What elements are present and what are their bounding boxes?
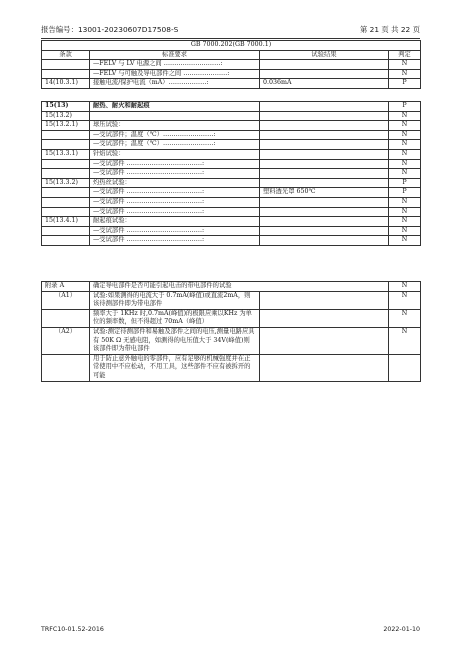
- requirement-cell: 试验:如果测得的电流大于 0.7mA(峰值)或直流2mA，则该待测部件即为带电部件: [90, 291, 260, 309]
- page-header: [41, 24, 420, 36]
- verdict-cell: N: [389, 159, 421, 169]
- clause-cell: [42, 159, 90, 169]
- requirement-cell: 试验:测定待测部件和易触及部件之间的电压,测量电路应具有 50K Ω 无感电阻，如测得的电压值大于 34V(峰值)则该部件即为带电部件: [90, 327, 260, 354]
- verdict-cell: N: [389, 226, 421, 236]
- result-cell: [260, 291, 389, 309]
- verdict-cell: N: [389, 291, 421, 309]
- result-cell: [260, 101, 389, 111]
- table-row: [42, 60, 421, 70]
- verdict-cell: N: [389, 60, 421, 70]
- clause-cell: [42, 309, 90, 327]
- requirement-cell: —受试部件 ………………………………:: [90, 188, 260, 198]
- table-row: [42, 69, 421, 79]
- table-row: [42, 354, 421, 381]
- verdict-cell: N: [389, 236, 421, 246]
- table-row: [42, 207, 421, 217]
- clause-cell: [42, 69, 90, 79]
- table-row: [42, 188, 421, 198]
- clause-cell: 15(13.4.1): [42, 217, 90, 227]
- table-row: [42, 309, 421, 327]
- table-row: [42, 159, 421, 169]
- clause-cell: 15(13.2.1): [42, 121, 90, 131]
- page-number: 第 21 页 共 22 页: [359, 25, 420, 34]
- verdict-cell: [389, 354, 421, 381]
- report-number: 报告编号：13001-20230607D17508-S: [41, 25, 179, 34]
- clause-cell: [42, 60, 90, 70]
- result-cell: 塑料透光罩 650℃: [260, 188, 389, 198]
- col-header-verdict: 判定: [389, 50, 421, 60]
- table-row: [42, 226, 421, 236]
- verdict-cell: N: [389, 111, 421, 121]
- clause-cell: [42, 140, 90, 150]
- clause-cell: [42, 236, 90, 246]
- clause-cell: 15(13.3.2): [42, 178, 90, 188]
- col-header-clause: 条款: [42, 50, 90, 60]
- requirement-cell: —受试部件 ………………………………:: [90, 236, 260, 246]
- result-cell: [260, 309, 389, 327]
- result-cell: [260, 207, 389, 217]
- verdict-cell: N: [389, 149, 421, 159]
- clause-cell: 15(13): [42, 101, 90, 111]
- table-row: [42, 79, 421, 89]
- requirement-cell: —受试部件 ………………………………:: [90, 207, 260, 217]
- table-row: [42, 111, 421, 121]
- result-cell: [260, 327, 389, 354]
- standard-title: GB 7000.202(GB 7000.1): [42, 41, 421, 51]
- result-cell: [260, 69, 389, 79]
- result-cell: [260, 130, 389, 140]
- table-row: [42, 140, 421, 150]
- table-row: [42, 149, 421, 159]
- clause-cell: [42, 188, 90, 198]
- verdict-cell: N: [389, 197, 421, 207]
- annex-title-row: [42, 282, 421, 292]
- result-cell: [260, 197, 389, 207]
- result-cell: [260, 140, 389, 150]
- result-cell: [260, 60, 389, 70]
- spacer-row: [42, 88, 421, 101]
- clause-cell: [42, 130, 90, 140]
- requirement-cell: 用于防止意外触电的零部件，应有足够的机械强度并在正常使用中不应松动，不用工具，这些部件不应有被拆开的可能: [90, 354, 260, 381]
- verdict-cell: N: [389, 121, 421, 131]
- section-row: [42, 101, 421, 111]
- verdict-cell: P: [389, 101, 421, 111]
- clause-cell: 15(13.2): [42, 111, 90, 121]
- test-results-table: [41, 40, 421, 246]
- verdict-cell: N: [389, 309, 421, 327]
- result-cell: [260, 169, 389, 179]
- header-rule: [41, 38, 420, 39]
- clause-cell: 15(13.3.1): [42, 149, 90, 159]
- annex-title-cell: 确定导电部件是否可能引起电击的带电部件的试验: [90, 282, 389, 292]
- table-row: [42, 178, 421, 188]
- requirement-cell: 耐起痕试验：: [90, 217, 260, 227]
- requirement-cell: 频率大于 1KHz 时,0.7mA(峰值)的极限应乘以KHz 为单位的频率数，但不得超过 70mA（峰值）: [90, 309, 260, 327]
- result-cell: [260, 159, 389, 169]
- verdict-cell: P: [389, 178, 421, 188]
- table-row: [42, 130, 421, 140]
- requirement-cell: —受试部件；温度（℃）……………………:: [90, 130, 260, 140]
- requirement-cell: —FELV 与可触及导电部件之间 …………………:: [90, 69, 260, 79]
- requirement-cell: —FELV 与 LV 电源之间 ………………………:: [90, 60, 260, 70]
- clause-cell: （A1）: [42, 291, 90, 309]
- table-row: [42, 291, 421, 309]
- clause-cell: [42, 197, 90, 207]
- table-row: [42, 197, 421, 207]
- verdict-cell: N: [389, 140, 421, 150]
- form-number: TRFC10-01.52-2016: [41, 626, 104, 633]
- requirement-cell: 灼热丝试验：: [90, 178, 260, 188]
- verdict-cell: P: [389, 188, 421, 198]
- result-cell: [260, 226, 389, 236]
- verdict-cell: N: [389, 130, 421, 140]
- requirement-cell: —受试部件 ………………………………:: [90, 226, 260, 236]
- result-cell: [260, 178, 389, 188]
- result-cell: [260, 121, 389, 131]
- verdict-cell: N: [389, 69, 421, 79]
- requirement-cell: 接触电流/保护电流（mA）………………:: [90, 79, 260, 89]
- requirement-cell: —受试部件 ………………………………:: [90, 169, 260, 179]
- result-cell: [260, 111, 389, 121]
- verdict-cell: N: [389, 169, 421, 179]
- annex-a-table: [41, 281, 421, 382]
- result-cell: 0.036mA: [260, 79, 389, 89]
- clause-cell: [42, 207, 90, 217]
- requirement-cell: 球压试验：: [90, 121, 260, 131]
- verdict-cell: N: [389, 207, 421, 217]
- section-title-cell: 耐热、耐火和耐起痕: [90, 101, 260, 111]
- clause-cell: 14(10.3.1): [42, 79, 90, 89]
- requirement-cell: —受试部件 ………………………………:: [90, 159, 260, 169]
- form-date: 2022-01-10: [383, 626, 420, 633]
- verdict-cell: N: [389, 327, 421, 354]
- requirement-cell: [90, 111, 260, 121]
- requirement-cell: —受试部件；温度（℃）……………………:: [90, 140, 260, 150]
- verdict-cell: P: [389, 79, 421, 89]
- table-row: [42, 169, 421, 179]
- verdict-cell: N: [389, 282, 421, 292]
- table-row: [42, 217, 421, 227]
- table-row: [42, 121, 421, 131]
- clause-cell: （A2）: [42, 327, 90, 354]
- result-cell: [260, 354, 389, 381]
- col-header-result: 试验结果: [260, 50, 389, 60]
- result-cell: [260, 149, 389, 159]
- result-cell: [260, 236, 389, 246]
- col-header-requirement: 标准要求: [90, 50, 260, 60]
- table-row: [42, 327, 421, 354]
- verdict-cell: N: [389, 217, 421, 227]
- requirement-cell: 针焰试验：: [90, 149, 260, 159]
- requirement-cell: —受试部件 ………………………………:: [90, 197, 260, 207]
- clause-cell: [42, 354, 90, 381]
- table-header-row: [42, 50, 421, 60]
- clause-cell: [42, 169, 90, 179]
- result-cell: [260, 217, 389, 227]
- table-row: [42, 236, 421, 246]
- clause-cell: 附录 A: [42, 282, 90, 292]
- clause-cell: [42, 226, 90, 236]
